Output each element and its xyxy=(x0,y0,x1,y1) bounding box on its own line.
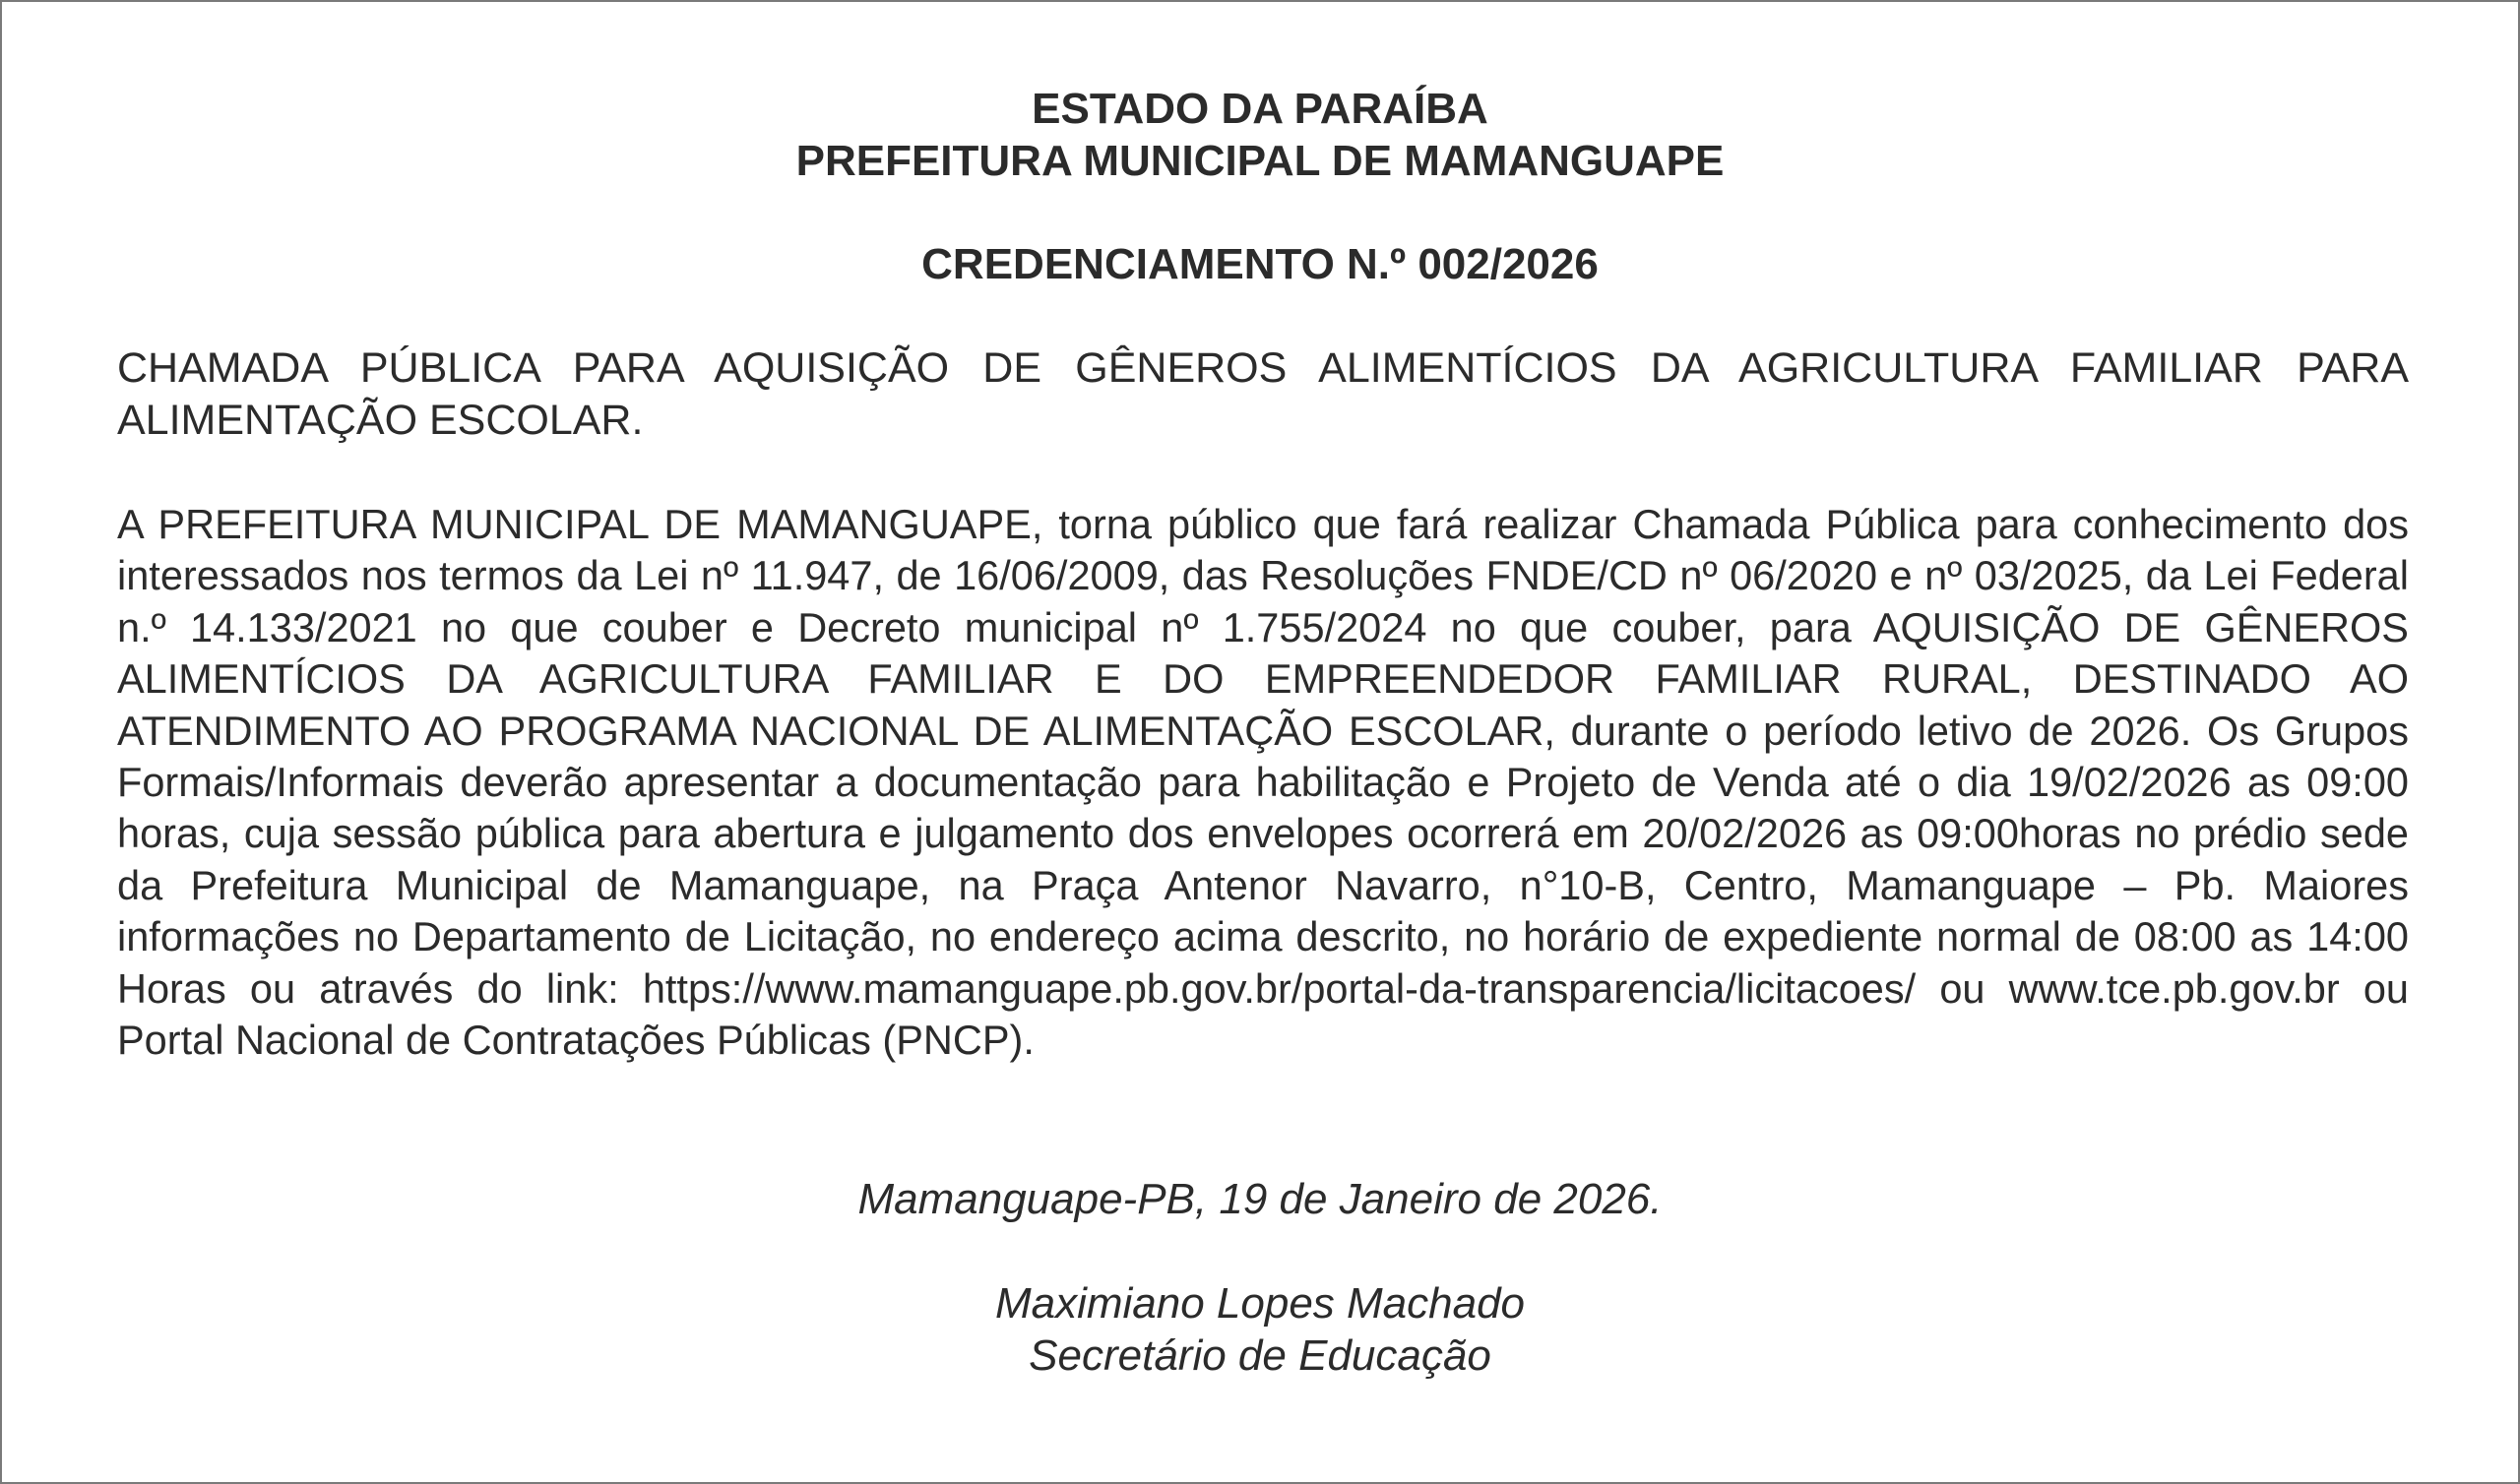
notice-subject: CHAMADA PÚBLICA PARA AQUISIÇÃO DE GÊNEROS ALIMENTÍCIOS DA AGRICULTURA FAMILIAR PARA ALIMENTAÇÃO ESCOLAR. xyxy=(117,344,2409,444)
signature-block xyxy=(2,1277,2518,1382)
signatory-role: Secretário de Educação xyxy=(1029,1331,1491,1380)
notice-title: CREDENCIAMENTO N.º 002/2026 xyxy=(921,240,1599,288)
signatory-name: Maximiano Lopes Machado xyxy=(994,1279,1526,1328)
notice-body: A PREFEITURA MUNICIPAL DE MAMANGUAPE, torna público que fará realizar Chamada Pública para conhecimento dos interessados nos termos da Lei nº 11.947, de 16/06/2009, das Resoluções FNDE/CD nº 06/2020 e nº 03/2025, da Lei Federal n.º 14.133/2021 no que couber e Decreto municipal nº 1.755/2024 no que couber, para AQUISIÇÃO DE GÊNEROS ALIMENTÍCIOS DA AGRICULTURA FAMILIAR E DO EMPREENDEDOR FAMILIAR RURAL, DESTINADO AO ATENDIMENTO AO PROGRAMA NACIONAL DE ALIMENTAÇÃO ESCOLAR, durante o período letivo de 2026. Os Grupos Formais/Informais deverão apresentar a documentação para habilitação e Projeto de Venda até o dia 19/02/2026 as 09:00 horas, cuja sessão pública para abertura e julgamento dos envelopes ocorrerá em 20/02/2026 as 09:00horas no prédio sede da Prefeitura Municipal de Mamanguape, na Praça Antenor Navarro, n°10-B, Centro, Mamanguape – Pb. Maiores informações no Departamento de Licitação, no endereço acima descrito, no horário de expediente normal de 08:00 as 14:00 Horas ou através do link: https://www.mamanguape.pb.gov.br/portal-da-transparencia/licitacoes/ ou www.tce.pb.gov.br ou Portal Nacional de Contratações Públicas (PNCP). xyxy=(117,501,2409,1064)
place-and-date: Mamanguape-PB, 19 de Janeiro de 2026. xyxy=(857,1175,1663,1223)
municipality-name: PREFEITURA MUNICIPAL DE MAMANGUAPE xyxy=(795,137,1725,185)
notice-header xyxy=(2,83,2518,187)
state-name: ESTADO DA PARAÍBA xyxy=(1032,85,1488,133)
